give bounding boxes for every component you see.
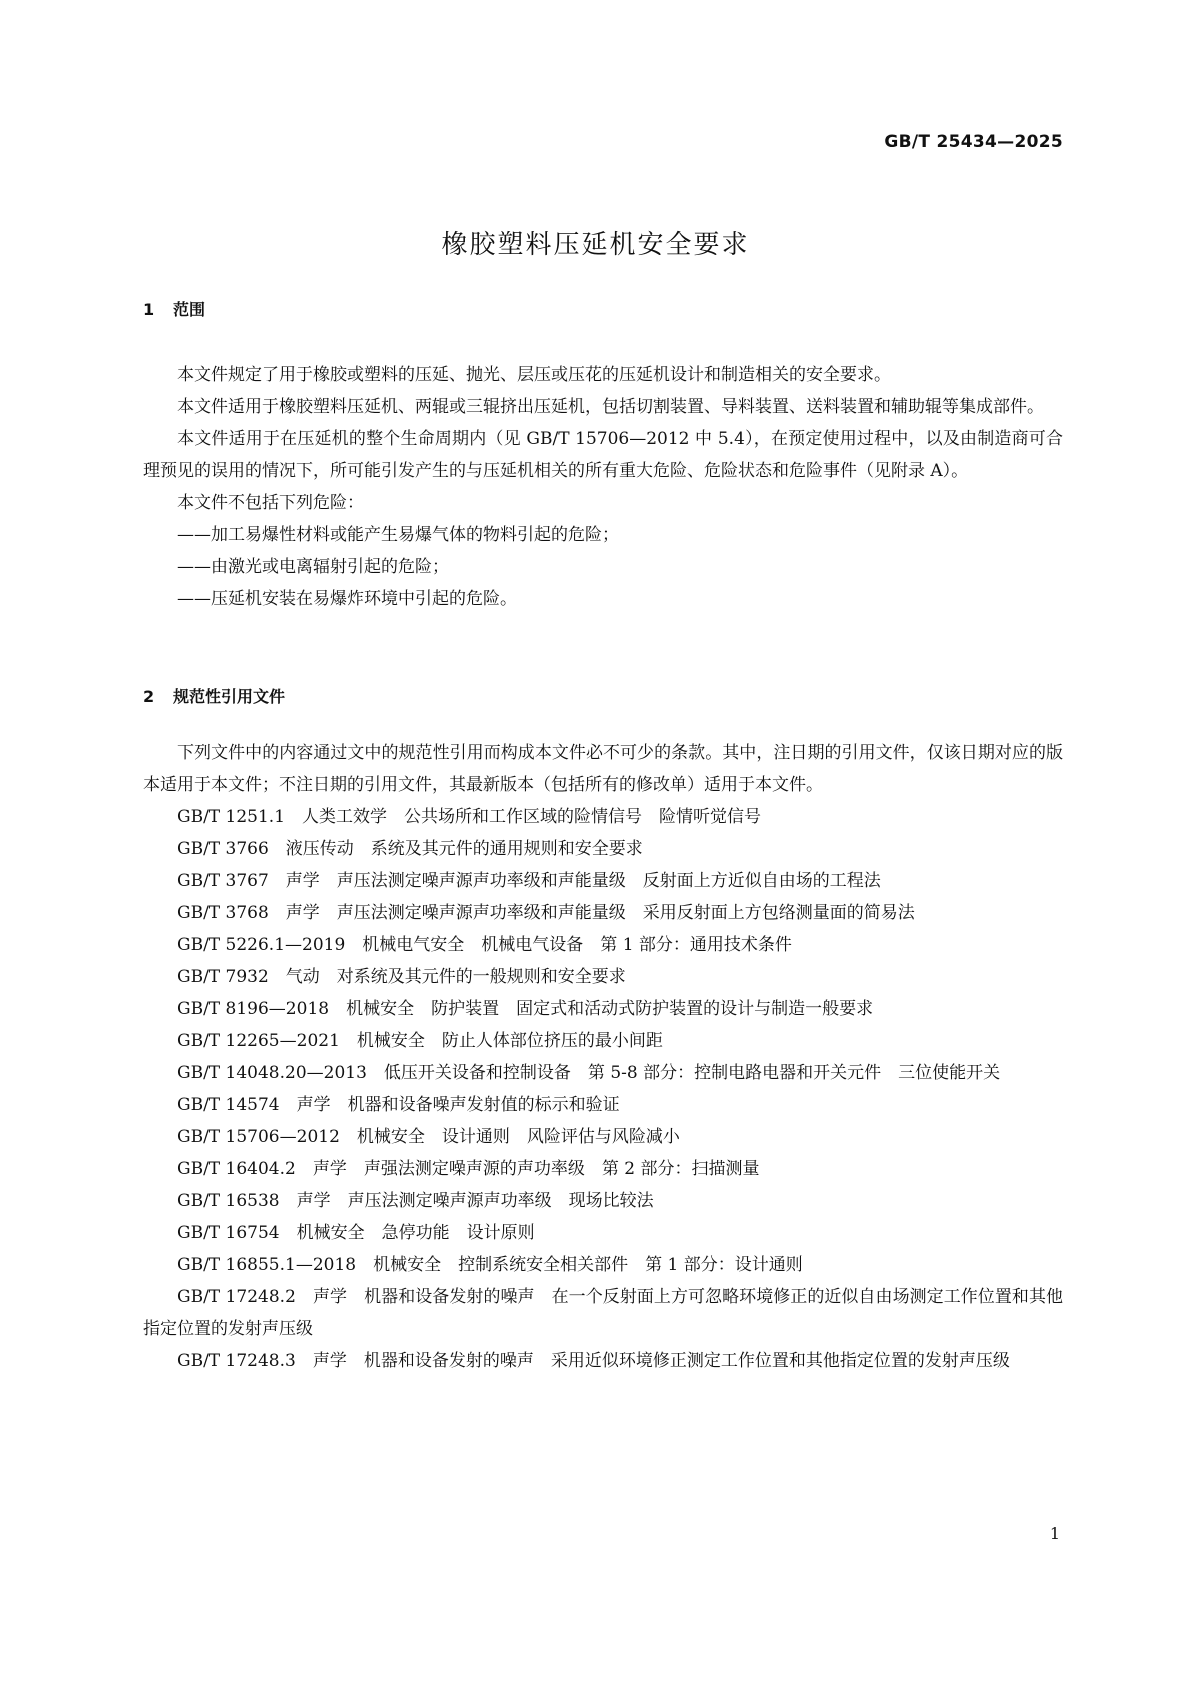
reference-item: GB/T 3766 液压传动 系统及其元件的通用规则和安全要求 [177,839,643,859]
reference-item: GB/T 12265—2021 机械安全 防止人体部位挤压的最小间距 [177,1031,663,1051]
reference-item: GB/T 8196—2018 机械安全 防护装置 固定式和活动式防护装置的设计与制造一般要求 [177,999,874,1019]
scope-paragraph: 本文件不包括下列危险： [177,493,364,513]
reference-item: GB/T 5226.1—2019 机械电气安全 机械电气设备 第 1 部分：通用技术条件 [177,935,792,955]
reference-item: GB/T 1251.1 人类工效学 公共场所和工作区域的险情信号 险情听觉信号 [177,807,762,827]
reference-item: GB/T 3767 声学 声压法测定噪声源声功率级和声能量级 反射面上方近似自由场的工程法 [177,871,881,891]
section-1-body [143,359,1063,615]
section-1-number: 1 [143,300,155,319]
exclusion-item: ——加工易爆性材料或能产生易爆气体的物料引起的危险； [177,525,619,545]
standard-code: GB/T 25434—2025 [884,132,1063,152]
references-intro: 下列文件中的内容通过文中的规范性引用而构成本文件必不可少的条款。其中，注日期的引用文件，仅该日期对应的版本适用于本文件；不注日期的引用文件，其最新版本（包括所有的修改单）适用于本文件。 [143,743,1063,795]
reference-item: GB/T 14048.20—2013 低压开关设备和控制设备 第 5-8 部分：控制电路电器和开关元件 三位使能开关 [177,1063,1001,1083]
reference-item: GB/T 3768 声学 声压法测定噪声源声功率级和声能量级 采用反射面上方包络测量面的简易法 [177,903,915,923]
reference-item: GB/T 16538 声学 声压法测定噪声源声功率级 现场比较法 [177,1191,654,1211]
exclusion-item: ——由激光或电离辐射引起的危险； [177,557,449,577]
section-2-body [143,737,1063,1377]
scope-paragraph: 本文件适用于在压延机的整个生命周期内（见 GB/T 15706—2012 中 5.4），在预定使用过程中，以及由制造商可合理预见的误用的情况下，所可能引发产生的与压延机相关的所有重大危险、危险状态和危险事件（见附录 A）。 [143,429,1063,481]
scope-paragraph: 本文件适用于橡胶塑料压延机、两辊或三辊挤出压延机，包括切割装置、导料装置、送料装置和辅助辊等集成部件。 [177,397,1044,417]
reference-item: GB/T 14574 声学 机器和设备噪声发射值的标示和验证 [177,1095,620,1115]
reference-item: GB/T 17248.2 声学 机器和设备发射的噪声 在一个反射面上方可忽略环境修正的近似自由场测定工作位置和其他指定位置的发射声压级 [143,1287,1063,1339]
exclusion-item: ——压延机安装在易爆炸环境中引起的危险。 [177,589,517,609]
section-1-title: 范围 [173,300,206,319]
document-title: 橡胶塑料压延机安全要求 [441,230,750,260]
reference-item: GB/T 16404.2 声学 声强法测定噪声源的声功率级 第 2 部分：扫描测量 [177,1159,760,1179]
reference-item: GB/T 17248.3 声学 机器和设备发射的噪声 采用近似环境修正测定工作位置和其他指定位置的发射声压级 [177,1351,1010,1371]
section-2-number: 2 [143,687,155,706]
reference-item: GB/T 15706—2012 机械安全 设计通则 风险评估与风险减小 [177,1127,680,1147]
reference-item: GB/T 7932 气动 对系统及其元件的一般规则和安全要求 [177,967,626,987]
section-2-heading [143,684,285,707]
scope-paragraph: 本文件规定了用于橡胶或塑料的压延、抛光、层压或压花的压延机设计和制造相关的安全要求。 [177,365,891,385]
reference-item: GB/T 16855.1—2018 机械安全 控制系统安全相关部件 第 1 部分：设计通则 [177,1255,803,1275]
section-2-title: 规范性引用文件 [173,687,286,706]
reference-item: GB/T 16754 机械安全 急停功能 设计原则 [177,1223,535,1243]
section-1-heading [143,297,205,320]
page-number: 1 [1049,1524,1060,1543]
